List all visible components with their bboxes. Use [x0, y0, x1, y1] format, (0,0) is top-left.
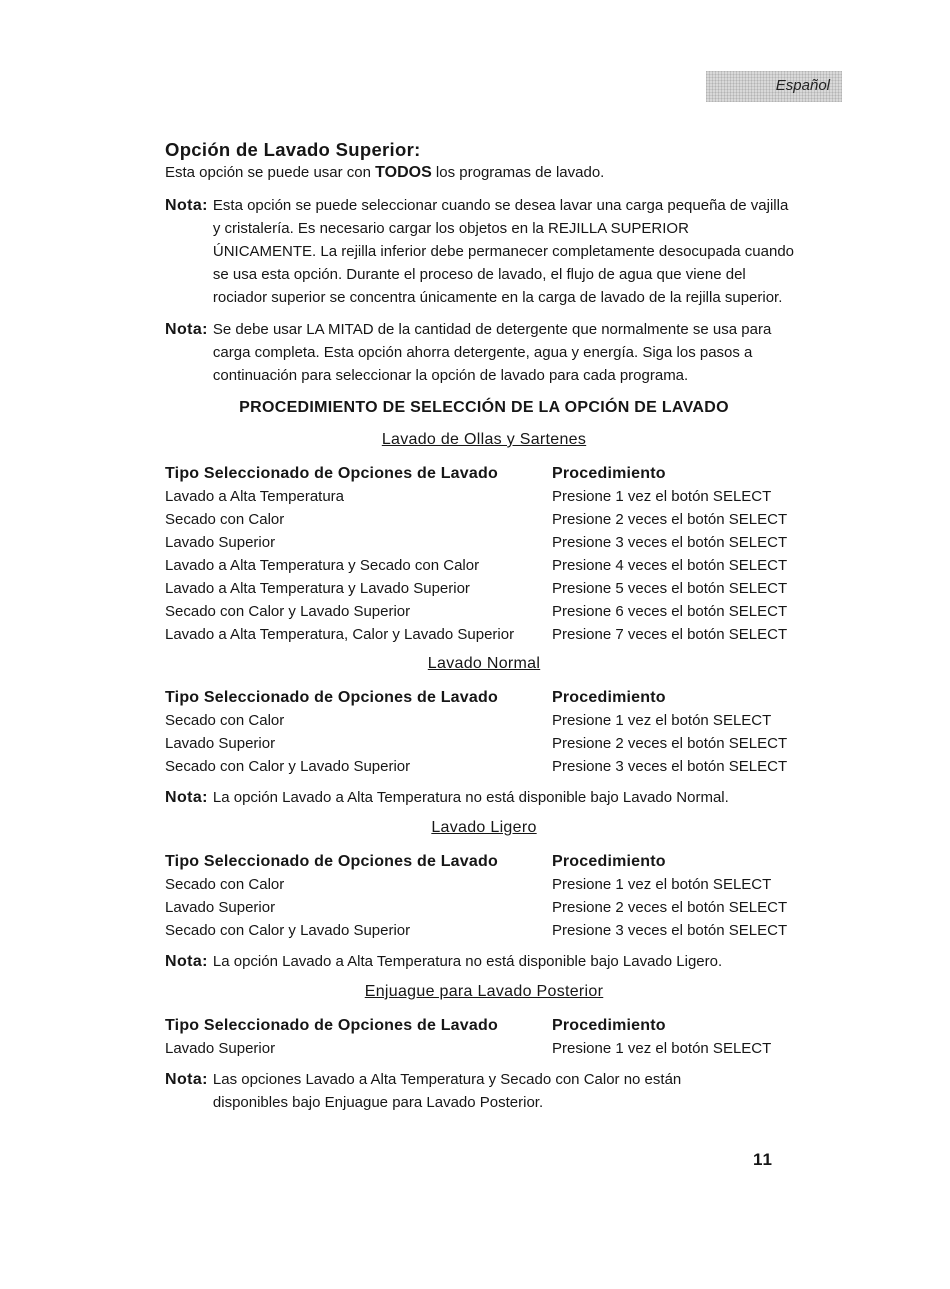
option-type-cell: Secado con Calor — [165, 712, 285, 729]
note-label: Nota: — [165, 321, 208, 338]
table-note — [165, 1068, 685, 1114]
table-header-row — [165, 850, 795, 873]
options-table — [165, 1014, 795, 1060]
procedure-heading: PROCEDIMIENTO DE SELECCIÓN DE LA OPCIÓN DE LAVADO — [239, 399, 729, 416]
intro-bold-word: TODOS — [375, 164, 432, 181]
page-content — [165, 138, 795, 1123]
option-type-cell: Secado con Calor — [165, 511, 285, 528]
procedure-cell: Presione 7 veces el botón SELECT — [552, 626, 788, 643]
table-note — [165, 786, 795, 809]
procedure-cell: Presione 2 veces el botón SELECT — [552, 899, 788, 916]
procedure-cell: Presione 6 veces el botón SELECT — [552, 603, 788, 620]
table-row — [165, 485, 795, 508]
note-text: Esta opción se puede seleccionar cuando se desea lavar una carga pequeña de vajilla y cristalería. Es necesario cargar los objetos en la REJILLA SUPERIOR ÚNICAMENTE. La rejilla inferior debe permanecer completamente desocupada cuando se usa esta opción. Durante el proceso de lavado, el flujo de agua que viene del rociador superior se concentra únicamente en la carga de lavado de la rejilla superior. — [212, 197, 795, 306]
table-row — [165, 755, 795, 778]
table-row — [165, 896, 795, 919]
language-tab-label: Español — [775, 77, 830, 94]
table-row — [165, 732, 795, 755]
intro-text-end: los programas de lavado. — [431, 164, 605, 181]
section-title: Opción de Lavado Superior: — [165, 139, 421, 160]
procedure-cell: Presione 3 veces el botón SELECT — [552, 534, 788, 551]
note-rack-upper-only — [165, 194, 795, 309]
option-type-cell: Lavado Superior — [165, 735, 276, 752]
option-type-cell: Lavado Superior — [165, 899, 276, 916]
table-row — [165, 919, 795, 942]
language-tab — [706, 71, 842, 102]
table-row — [165, 623, 795, 646]
table-row — [165, 531, 795, 554]
option-type-cell: Secado con Calor — [165, 876, 285, 893]
column-header-option-type: Tipo Seleccionado de Opciones de Lavado — [165, 689, 498, 706]
option-type-cell: Lavado a Alta Temperatura — [165, 488, 345, 505]
section-intro — [165, 162, 795, 184]
note-text: Las opciones Lavado a Alta Temperatura y Secado con Calor no están disponibles bajo Enjuague para Lavado Posterior. — [212, 1071, 682, 1111]
table-row — [165, 873, 795, 896]
procedure-cell: Presione 3 veces el botón SELECT — [552, 758, 788, 775]
note-text: La opción Lavado a Alta Temperatura no está disponible bajo Lavado Ligero. — [212, 953, 723, 970]
option-type-cell: Secado con Calor y Lavado Superior — [165, 603, 411, 620]
table-note — [165, 950, 795, 973]
table-row — [165, 554, 795, 577]
note-text: Se debe usar LA MITAD de la cantidad de detergente que normalmente se usa para carga completa. Esta opción ahorra detergente, agua y energía. Siga los pasos a continuación para seleccionar la opción de lavado para cada programa. — [212, 321, 772, 384]
table-title: Lavado de Ollas y Sartenes — [381, 431, 587, 448]
options-table — [165, 686, 795, 778]
procedure-tables — [165, 430, 795, 1114]
option-type-cell: Lavado a Alta Temperatura y Lavado Superior — [165, 580, 470, 597]
table-title: Enjuague para Lavado Posterior — [364, 983, 604, 1000]
option-type-cell: Secado con Calor y Lavado Superior — [165, 922, 411, 939]
options-table — [165, 850, 795, 942]
option-type-cell: Lavado Superior — [165, 1040, 276, 1057]
table-header-row — [165, 462, 795, 485]
option-type-cell: Lavado Superior — [165, 534, 276, 551]
column-header-option-type: Tipo Seleccionado de Opciones de Lavado — [165, 465, 498, 482]
note-label: Nota: — [165, 1071, 208, 1088]
procedure-cell: Presione 1 vez el botón SELECT — [552, 712, 772, 729]
column-header-procedure: Procedimiento — [552, 853, 666, 870]
intro-text-start: Esta opción se puede usar con — [165, 164, 376, 181]
procedure-cell: Presione 5 veces el botón SELECT — [552, 580, 788, 597]
options-table — [165, 462, 795, 646]
procedure-cell: Presione 1 vez el botón SELECT — [552, 876, 772, 893]
note-label: Nota: — [165, 197, 208, 214]
table-title: Lavado Ligero — [431, 819, 537, 836]
table-row — [165, 577, 795, 600]
table-header-row — [165, 686, 795, 709]
column-header-procedure: Procedimiento — [552, 689, 666, 706]
table-row — [165, 1037, 795, 1060]
procedure-cell: Presione 3 veces el botón SELECT — [552, 922, 788, 939]
table-row — [165, 709, 795, 732]
option-type-cell: Secado con Calor y Lavado Superior — [165, 758, 411, 775]
procedure-cell: Presione 1 vez el botón SELECT — [552, 488, 772, 505]
column-header-option-type: Tipo Seleccionado de Opciones de Lavado — [165, 853, 498, 870]
option-type-cell: Lavado a Alta Temperatura, Calor y Lavado Superior — [165, 626, 515, 643]
procedure-cell: Presione 2 veces el botón SELECT — [552, 511, 788, 528]
procedure-cell: Presione 2 veces el botón SELECT — [552, 735, 788, 752]
table-header-row — [165, 1014, 795, 1037]
table-title: Lavado Normal — [427, 655, 541, 672]
page-number: 11 — [753, 1150, 773, 1169]
note-label: Nota: — [165, 953, 208, 970]
procedure-cell: Presione 1 vez el botón SELECT — [552, 1040, 772, 1057]
procedure-cell: Presione 4 veces el botón SELECT — [552, 557, 788, 574]
table-row — [165, 600, 795, 623]
table-row — [165, 508, 795, 531]
column-header-procedure: Procedimiento — [552, 1017, 666, 1034]
column-header-option-type: Tipo Seleccionado de Opciones de Lavado — [165, 1017, 498, 1034]
note-text: La opción Lavado a Alta Temperatura no está disponible bajo Lavado Normal. — [212, 789, 729, 806]
column-header-procedure: Procedimiento — [552, 465, 666, 482]
option-type-cell: Lavado a Alta Temperatura y Secado con Calor — [165, 557, 480, 574]
note-half-detergent — [165, 318, 795, 387]
note-label: Nota: — [165, 789, 208, 806]
